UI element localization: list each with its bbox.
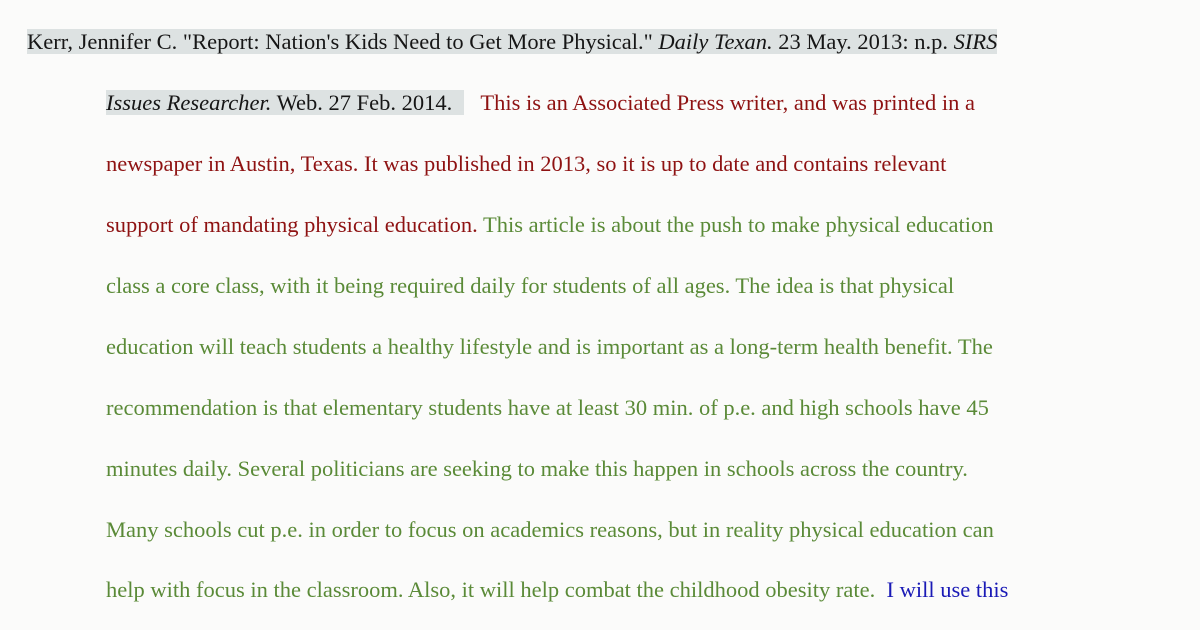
summary-text-9: help with focus in the classroom. Also, it will help combat the childhood obesity rate. bbox=[106, 577, 876, 602]
summary-text-8: Many schools cut p.e. in order to focus on academics reasons, but in reality physical education can bbox=[106, 517, 994, 542]
annotation-line-3 bbox=[106, 208, 994, 242]
summary-text-6: recommendation is that elementary students have at least 30 min. of p.e. and high schools have 45 bbox=[106, 395, 989, 420]
usage-text-9: I will use this bbox=[886, 577, 1009, 602]
citation-title: "Report: Nation's Kids Need to Get More Physical." bbox=[182, 29, 653, 54]
annotation-line-5 bbox=[106, 330, 993, 364]
citation-author: Kerr, Jennifer C. bbox=[27, 29, 178, 54]
annotation-line-6 bbox=[106, 391, 989, 425]
annotation-line-1 bbox=[106, 86, 975, 120]
citation-highlight-2 bbox=[106, 90, 464, 115]
evaluation-text-3: support of mandating physical education. bbox=[106, 212, 478, 237]
annotation-line-2 bbox=[106, 147, 946, 181]
citation-access: Web. 27 Feb. 2014. bbox=[276, 90, 453, 115]
summary-text-5: education will teach students a healthy lifestyle and is important as a long-term health benefit. The bbox=[106, 334, 993, 359]
summary-text-7: minutes daily. Several politicians are seeking to make this happen in schools across the country. bbox=[106, 456, 968, 481]
annotation-line-8 bbox=[106, 513, 994, 547]
citation-highlight-1 bbox=[27, 29, 997, 54]
summary-text-3: This article is about the push to make physical education bbox=[483, 212, 994, 237]
citation-line-1 bbox=[27, 25, 997, 59]
citation-newspaper: Daily Texan. bbox=[658, 29, 773, 54]
citation-database-part1: SIRS bbox=[953, 29, 998, 54]
citation-date: 23 May. 2013: n.p. bbox=[778, 29, 948, 54]
summary-text-4: class a core class, with it being required daily for students of all ages. The idea is that physical bbox=[106, 273, 955, 298]
citation-database-part2: Issues Researcher. bbox=[106, 90, 272, 115]
evaluation-text-2: newspaper in Austin, Texas. It was published in 2013, so it is up to date and contains relevant bbox=[106, 151, 947, 176]
evaluation-text-1: This is an Associated Press writer, and was printed in a bbox=[480, 90, 976, 115]
annotation-line-7 bbox=[106, 452, 968, 486]
annotation-line-4 bbox=[106, 269, 954, 303]
annotation-line-9 bbox=[106, 573, 1008, 607]
